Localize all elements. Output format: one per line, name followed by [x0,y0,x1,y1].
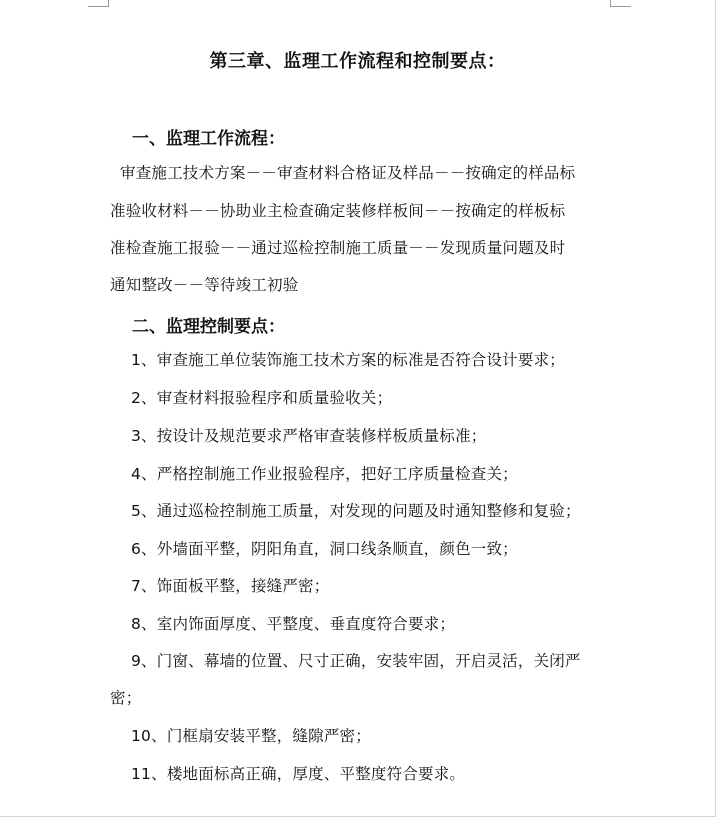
chapter-title: 第三章、监理工作流程和控制要点： [209,51,506,72]
control-point-item: 6、外墙面平整，阴阳角直，洞口线条顺直，颜色一致； [131,540,518,558]
workflow-line: 准验收材料－－协助业主检查确定装修样板间－－按确定的样板标 [110,202,566,220]
control-point-item: 1、审查施工单位装饰施工技术方案的标准是否符合设计要求； [131,351,565,369]
control-point-item: 7、饰面板平整，接缝严密； [131,577,330,595]
control-point-item: 9、门窗、幕墙的位置、尺寸正确，安装牢固，开启灵活，关闭严 [131,652,581,670]
workflow-line: 通知整改－－等待竣工初验 [110,276,299,294]
workflow-line: 准检查施工报验－－通过巡检控制施工质量－－发现质量问题及时 [110,239,566,257]
workflow-line: 审查施工技术方案－－审查材料合格证及样品－－按确定的样品标 [120,164,576,182]
control-point-item: 10、门框扇安装平整，缝隙严密； [131,727,371,745]
section-heading-workflow: 一、监理工作流程： [132,129,285,149]
page-corner-mark-right [610,0,631,7]
section-heading-control-points: 二、监理控制要点： [132,317,285,337]
control-point-item: 8、室内饰面厚度、平整度、垂直度符合要求； [131,615,456,633]
control-point-item-continuation: 密； [110,689,142,707]
control-point-item: 3、按设计及规范要求严格审查装修样板质量标准； [131,427,487,445]
control-point-item: 4、严格控制施工作业报验程序，把好工序质量检查关； [131,465,518,483]
control-point-item: 11、楼地面标高正确，厚度、平整度符合要求。 [131,765,466,783]
control-point-item: 2、审查材料报验程序和质量验收关； [131,389,393,407]
control-point-item: 5、通过巡检控制施工质量，对发现的问题及时通知整修和复验； [131,502,581,520]
page-corner-mark-left [88,0,109,7]
